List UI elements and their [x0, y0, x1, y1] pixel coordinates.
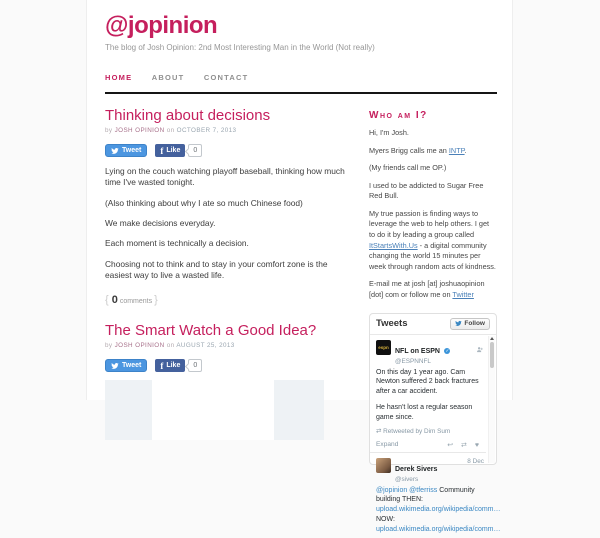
- who-am-i-heading: Who am I?: [369, 110, 497, 121]
- post-byline: [105, 127, 356, 134]
- byline-on: on: [167, 342, 175, 349]
- twitter-bird-icon: [111, 362, 119, 370]
- post-paragraph: Lying on the couch watching playoff baseball, thinking how much time I've wasted tonight.: [105, 166, 356, 189]
- verified-badge-icon: ✓: [444, 348, 450, 354]
- image-right-band: [274, 380, 324, 440]
- byline-author[interactable]: JOSH OPINION: [115, 342, 165, 349]
- nav-contact[interactable]: CONTACT: [204, 73, 249, 82]
- tweet-sivers: [370, 453, 486, 538]
- tweet-text: [376, 368, 484, 423]
- espn-avatar[interactable]: espn: [376, 340, 391, 355]
- article-smart-watch: [105, 322, 356, 440]
- twitter-bird-icon: [111, 147, 119, 155]
- facebook-like-button[interactable]: [155, 144, 185, 157]
- post-paragraph: We make decisions everyday.: [105, 218, 356, 229]
- intp-link[interactable]: INTP: [449, 146, 465, 155]
- tweet-author-handle[interactable]: @sivers: [395, 476, 467, 483]
- tweet-author-handle[interactable]: @ESPNNFL: [395, 358, 476, 365]
- article-thinking-about-decisions: [105, 107, 356, 306]
- tweet-timestamp[interactable]: 8 Dec: [467, 458, 484, 465]
- tweet-author-name[interactable]: Derek Sivers: [395, 466, 437, 473]
- tweets-list: [370, 335, 496, 538]
- tweet-line: NOW:: [376, 515, 484, 525]
- who-paragraph: [369, 146, 497, 157]
- follow-button-label: Follow: [464, 320, 485, 327]
- wikimedia-link[interactable]: upload.wikimedia.org/wikipedia/comm…: [376, 525, 484, 535]
- byline-author[interactable]: JOSH OPINION: [115, 127, 165, 134]
- tweets-widget-header: [370, 314, 496, 335]
- follow-user-icon[interactable]: [476, 340, 484, 358]
- who-paragraph: [369, 209, 497, 272]
- post-paragraph: Each moment is technically a decision.: [105, 238, 356, 249]
- byline-date: AUGUST 25, 2013: [176, 342, 234, 349]
- tweets-scrollbar[interactable]: [488, 336, 495, 463]
- image-middle: [152, 380, 274, 440]
- nav-home[interactable]: HOME: [105, 73, 132, 82]
- tweet-button[interactable]: [105, 359, 147, 372]
- tweet-espn: [370, 335, 486, 439]
- retweeted-by-label: ⇄ Retweeted by Dim Sum: [376, 427, 484, 435]
- post-title[interactable]: Thinking about decisions: [105, 107, 356, 124]
- post-paragraph: Choosing not to think and to stay in your comfort zone is the easiest way to live a wasted life.: [105, 259, 356, 282]
- who-paragraph: [369, 279, 497, 300]
- site-tagline: The blog of Josh Opinion: 2nd Most Interesting Man in the World (Not really): [105, 43, 497, 52]
- like-count-badge: 0: [188, 359, 202, 372]
- who-am-i-section: [369, 110, 497, 301]
- who-text: - a digital community changing the world 15 minutes per week through random acts of kindness.: [369, 241, 496, 271]
- like-count-badge: 0: [188, 144, 202, 157]
- nav-about[interactable]: ABOUT: [152, 73, 185, 82]
- share-row: [105, 359, 356, 372]
- byline-by: by: [105, 342, 112, 349]
- itstartswithus-link[interactable]: ItStartsWith.Us: [369, 241, 418, 250]
- tweet-line: On this day 1 year ago. Cam Newton suffered 2 back fractures after a car accident.: [376, 368, 484, 397]
- scrollbar-thumb[interactable]: [490, 342, 494, 368]
- byline-by: by: [105, 127, 112, 134]
- tweet-line: He hasn't lost a regular season game since.: [376, 403, 484, 423]
- comments-label: comments: [120, 298, 152, 305]
- expand-link[interactable]: Expand: [376, 441, 398, 448]
- tweet-line: Community building THEN:: [376, 487, 475, 504]
- tweet-actions-row: [370, 439, 486, 452]
- byline-on: on: [167, 127, 175, 134]
- who-paragraph: (My friends call me OP.): [369, 163, 497, 174]
- content-panel: [86, 0, 513, 400]
- who-text: Myers Brigg calls me an: [369, 146, 449, 155]
- share-row: [105, 144, 356, 157]
- mention-links[interactable]: @jopinion @tferriss: [376, 487, 437, 494]
- wikimedia-link[interactable]: upload.wikimedia.org/wikipedia/comm…: [376, 505, 484, 515]
- who-paragraph: Hi, I'm Josh.: [369, 128, 497, 139]
- post-title[interactable]: The Smart Watch a Good Idea?: [105, 322, 356, 339]
- main-nav: [105, 67, 497, 94]
- who-paragraph: I used to be addicted to Sugar Free Red Bull.: [369, 181, 497, 202]
- like-button-label: Like: [166, 147, 180, 154]
- post-body: [105, 166, 356, 281]
- byline-date: OCTOBER 7, 2013: [177, 127, 237, 134]
- tweet-button[interactable]: [105, 144, 147, 157]
- tweet-text: [376, 486, 484, 535]
- facebook-like-button[interactable]: [155, 359, 185, 372]
- tweet-button-label: Tweet: [122, 147, 141, 154]
- follow-button[interactable]: [450, 318, 490, 330]
- post-paragraph: (Also thinking about why I ate so much Chinese food): [105, 198, 356, 209]
- facebook-f-icon: f: [160, 361, 163, 371]
- twitter-bird-icon: [455, 320, 462, 327]
- sivers-avatar[interactable]: [376, 458, 391, 473]
- scrollbar-up-arrow-icon[interactable]: [490, 337, 494, 340]
- comments-link[interactable]: [105, 294, 356, 306]
- like-button-label: Like: [166, 362, 180, 369]
- tweets-title: Tweets: [376, 318, 408, 329]
- who-text: .: [465, 146, 467, 155]
- tweets-widget: [369, 313, 497, 465]
- sidebar: [369, 94, 497, 465]
- site-header: [105, 12, 497, 94]
- who-text: My true passion is finding ways to leverage the web to help others. I get to do it by leading a group called: [369, 209, 489, 239]
- brace-close: }: [154, 294, 158, 306]
- tweet-button-label: Tweet: [122, 362, 141, 369]
- reply-retweet-favorite-icons[interactable]: ↩ ⇄ ♥: [447, 441, 482, 449]
- brace-open: {: [105, 294, 109, 306]
- facebook-f-icon: f: [160, 146, 163, 156]
- comments-count: 0: [112, 294, 118, 306]
- who-text: E-mail me at josh [at] joshuaopinion [dot] com or follow me on: [369, 279, 485, 299]
- posts-column: [105, 94, 356, 465]
- post-byline: [105, 342, 356, 349]
- image-left-band: [105, 380, 152, 440]
- site-title: @jopinion: [105, 12, 497, 40]
- twitter-link[interactable]: Twitter: [452, 290, 474, 299]
- tweet-author-name[interactable]: NFL on ESPN: [395, 348, 440, 355]
- post-image-placeholder: [105, 380, 324, 440]
